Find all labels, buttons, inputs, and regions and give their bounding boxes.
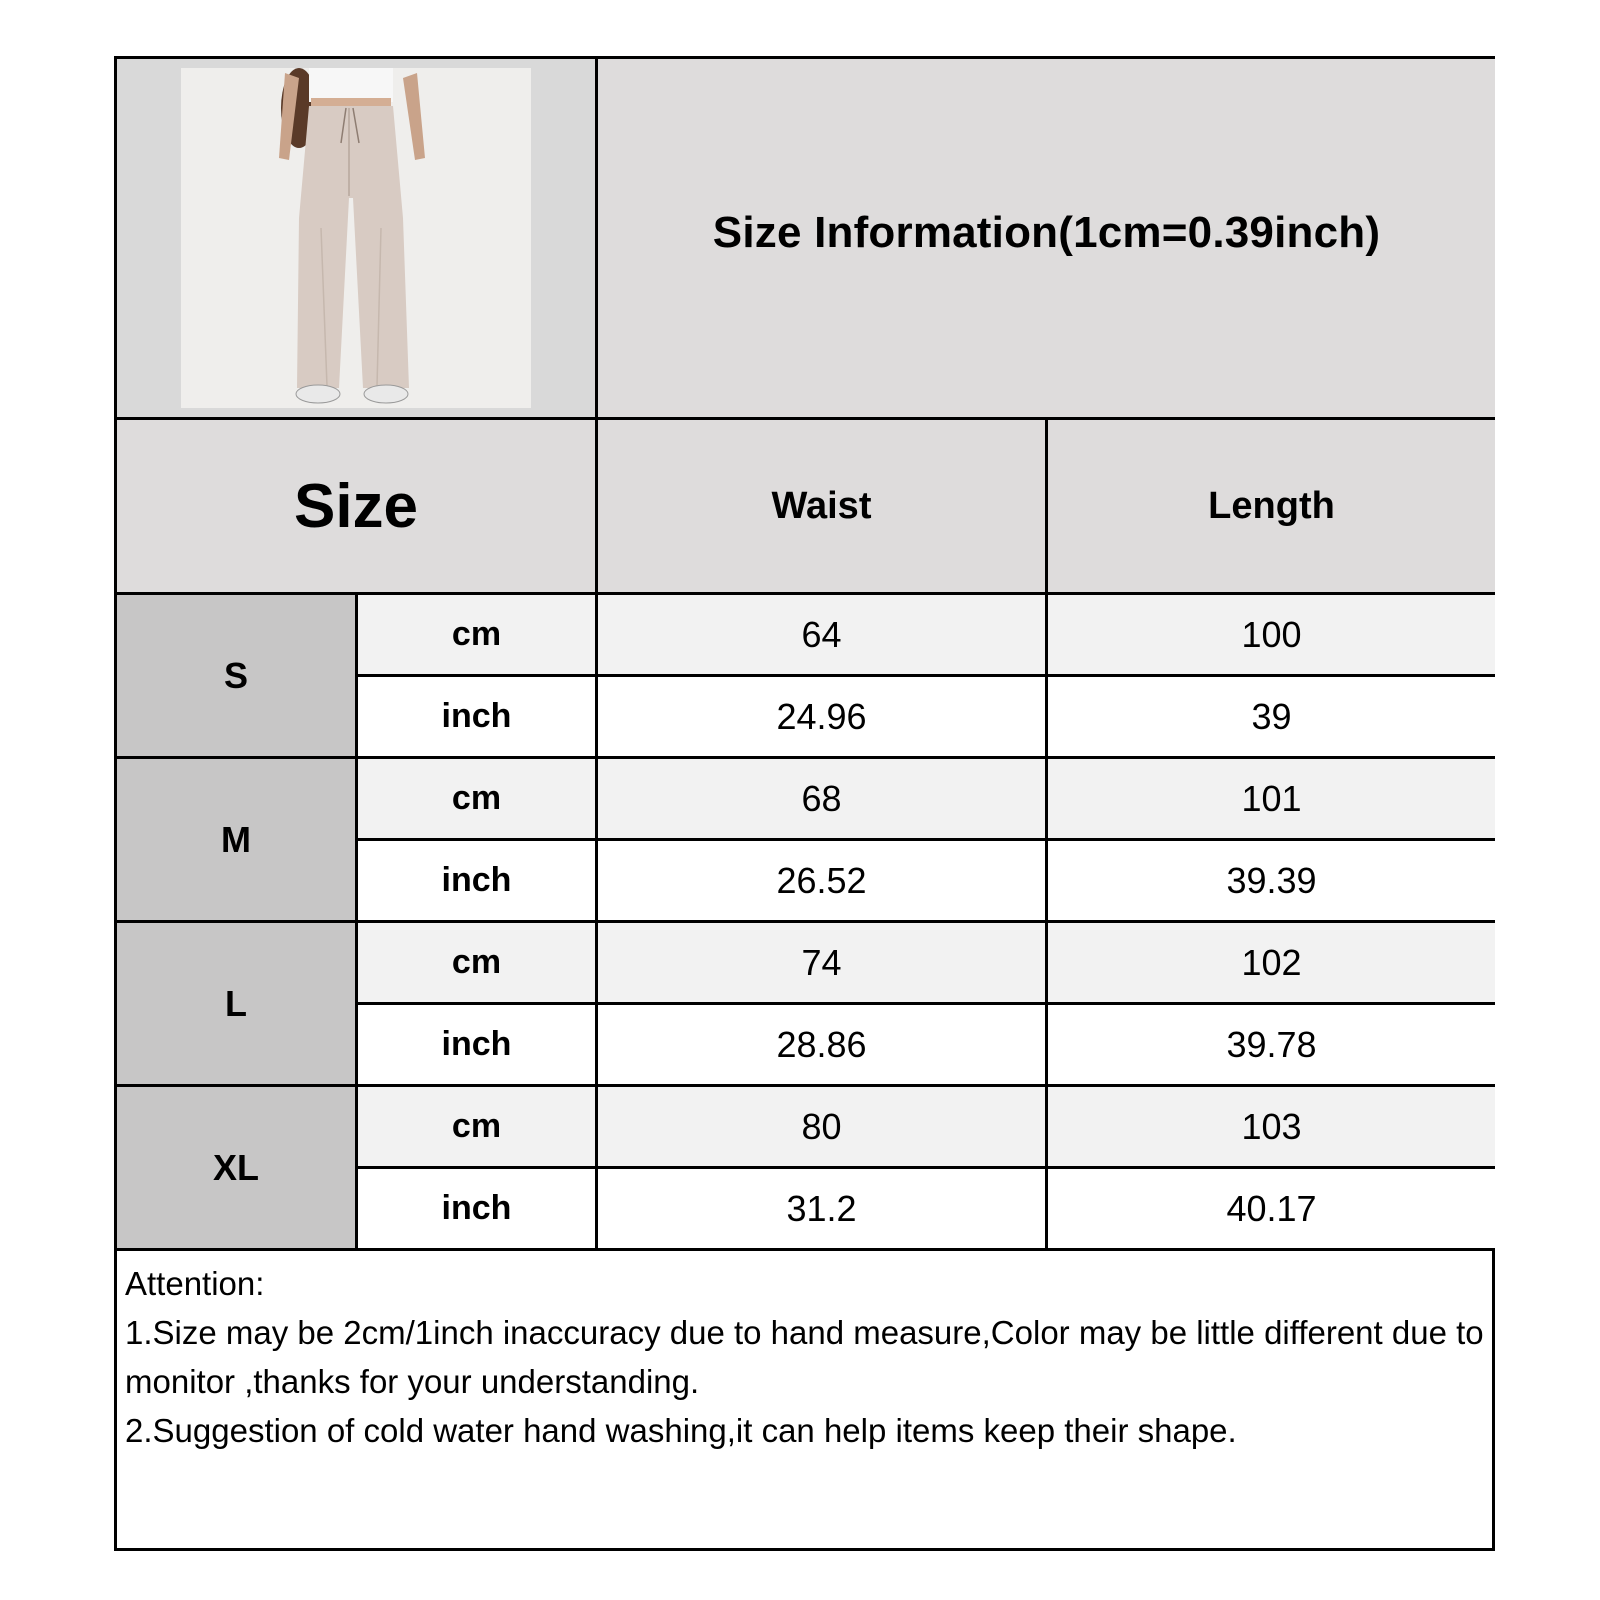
length-cell: 39.39 [1226,859,1317,901]
unit-cell: cm [358,1087,598,1166]
unit-cell: cm [358,595,598,674]
header-length [1048,420,1495,595]
size-label-xl: XL [117,1087,358,1251]
waist-cell: 74 [598,923,1048,1002]
table-row [358,595,1495,677]
waist-cell: 68 [598,759,1048,838]
unit-cell: inch [358,841,598,920]
table-row [358,677,1495,759]
length-cell: 101 [1241,777,1302,819]
note-line-2: 2.Suggestion of cold water hand washing,it can help items keep their shape. [125,1412,1237,1449]
unit-cell: cm [358,923,598,1002]
unit-cell: inch [358,677,598,756]
table-row [358,1005,1495,1087]
table-row [358,923,1495,1005]
size-label-m: M [117,759,358,923]
header-length-label: Length [1208,484,1335,527]
length-cell: 103 [1241,1105,1302,1147]
length-cell: 39.78 [1226,1023,1317,1065]
size-label-l: L [117,923,358,1087]
attention-notes [117,1253,1495,1455]
title-cell [598,59,1495,420]
notes-heading: Attention: [125,1265,265,1302]
chart-title: Size Information(1cm=0.39inch) [712,208,1381,257]
product-photo [181,68,531,408]
length-cell: 102 [1241,941,1302,983]
header-size [117,420,598,595]
waist-cell: 26.52 [598,841,1048,920]
unit-cell: cm [358,759,598,838]
product-photo-cell [117,59,598,420]
header-waist [598,420,1048,595]
unit-cell: inch [358,1005,598,1084]
waist-cell: 80 [598,1087,1048,1166]
header-waist-label: Waist [771,484,872,527]
size-label-s: S [117,595,358,759]
waist-cell: 31.2 [598,1169,1048,1248]
length-cell: 100 [1241,613,1302,655]
waist-cell: 64 [598,595,1048,674]
note-line-1: 1.Size may be 2cm/1inch inaccuracy due to hand measure,Color may be little different due to monitor ,thanks for your understanding. [125,1314,1493,1400]
waist-cell: 24.96 [598,677,1048,756]
length-cell: 39 [1251,695,1292,737]
table-row [358,841,1495,923]
size-chart [114,56,1495,1551]
length-cell: 40.17 [1226,1187,1317,1229]
unit-cell: inch [358,1169,598,1248]
header-size-label: Size [293,471,419,541]
table-row [358,1169,1495,1251]
table-row [358,759,1495,841]
waist-cell: 28.86 [598,1005,1048,1084]
table-row [358,1087,1495,1169]
